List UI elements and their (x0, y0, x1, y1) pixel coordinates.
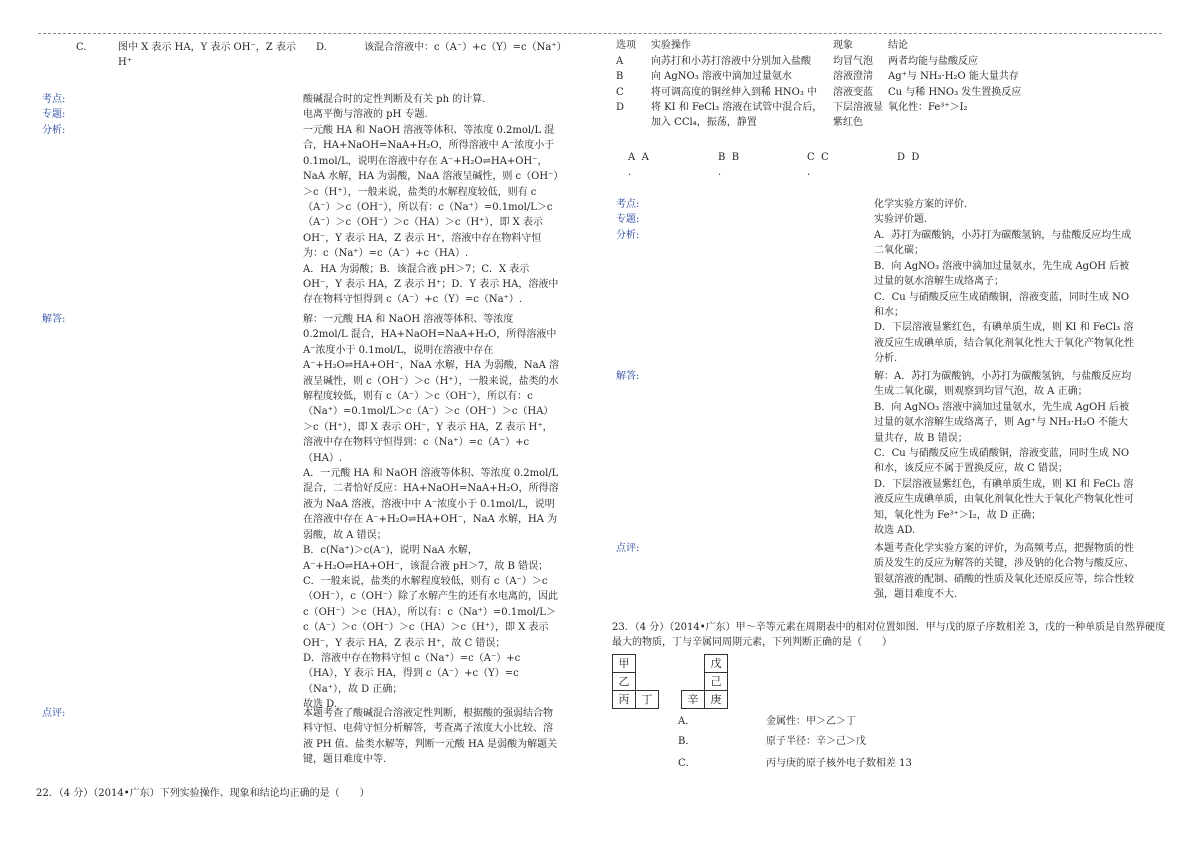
kaodian-text-right: 化学实验方案的评价. (874, 199, 968, 210)
fenxi-label-right: 分析: (616, 230, 640, 241)
choice-b-text: 原子半径：辛＞己＞戊 (766, 736, 866, 747)
table-header-option: 选项 (616, 40, 636, 51)
grid-cell (659, 691, 682, 709)
answer-option-b (718, 150, 739, 181)
option-c-text: 图中 X 表示 HA，Y 表示 OH⁻，Z 表示 H⁺ (118, 42, 300, 69)
table-row-d-conclusion: 氧化性：Fe³⁺＞I₂ (888, 102, 968, 113)
table-row-b-option: B (616, 71, 624, 82)
grid-cell (659, 673, 682, 691)
choice-c-letter: C． (678, 758, 696, 769)
fenxi-label: 分析: (42, 125, 66, 136)
table-row-a-conclusion: 两者均能与盐酸反应 (888, 56, 978, 67)
grid-cell (682, 655, 705, 673)
option-c-label: C. (76, 42, 87, 53)
answer-option-letter: B (718, 152, 726, 163)
zhuanti-label: 专题: (42, 109, 66, 120)
table-row-a-operation: 向苏打和小苏打溶液中分别加入盐酸 (651, 56, 811, 67)
option-d-label: D. (316, 42, 327, 53)
answer-option-letter: A (628, 152, 636, 163)
answer-option-letter: D (897, 152, 906, 163)
kaodian-text: 酸碱混合时的定性判断及有关 ph 的计算. (303, 94, 486, 105)
table-row-b-phenomenon: 溶液澄清 (833, 71, 873, 82)
fenxi-text-right: A．苏打为碳酸钠，小苏打为碳酸氢钠，与盐酸反应均生成二氧化碳； B．向 AgNO₃ 溶液中滴加过量氨水，先生成 AgOH 后被过量的氨水溶解生成络离子； C．Cu 与硝酸反应生成硝酸铜，溶液变蓝，同时生成 NO 和水； D．下层溶液显紫红色，有碘单质生成，则 KI 和 FeCl₃ 溶液反应生成碘单质，结合氧化剂氧化性大于氧化产物氧化性分析. (874, 230, 1134, 365)
grid-cell-jia: 甲 (613, 655, 636, 673)
table-row-c-phenomenon: 溶液变蓝 (833, 87, 873, 98)
table-row-d-operation: 将 KI 和 FeCl₃ 溶液在试管中混合后，加入 CCl₄，振荡，静置 (651, 102, 823, 129)
table-row-c-option: C (616, 87, 624, 98)
jieda-label: 解答: (42, 314, 66, 325)
zhuanti-label-right: 专题: (616, 214, 640, 225)
answer-option-text: D (911, 152, 920, 163)
answer-option-dot: . (807, 167, 811, 179)
grid-cell (636, 673, 659, 691)
option-d-text: 该混合溶液中：c（A⁻）+c（Y）=c（Na⁺） (364, 42, 567, 53)
grid-cell (682, 673, 705, 691)
table-row-a-option: A (616, 56, 624, 67)
grid-cell-geng: 庚 (705, 691, 728, 709)
answer-option-letter: C (807, 152, 815, 163)
table-row-c-conclusion: Cu 与稀 HNO₃ 发生置换反应 (888, 87, 1022, 98)
grid-cell-wu: 戊 (705, 655, 728, 673)
zhuanti-text-right: 实验评价题. (874, 214, 928, 225)
zhuanti-text: 电离平衡与溶液的 pH 专题. (303, 109, 428, 120)
table-row-a-phenomenon: 均冒气泡 (833, 56, 873, 67)
table-row-d-phenomenon: 下层溶液显紫红色 (833, 102, 883, 129)
choice-b-letter: B． (678, 736, 696, 747)
fenxi-text: 一元酸 HA 和 NaOH 溶液等体积、等浓度 0.2mol/L 混合，HA+NaOH=NaA+H₂O，所得溶液中 A⁻浓度小于 0.1mol/L，说明在溶液中存在 A⁻+H₂O⇌HA+OH⁻，NaA 水解，HA 为弱酸，NaA 溶液呈碱性，则 c（OH⁻）＞c（H⁺），一般来说，盐类的水解程度较低，则有 c（A⁻）＞c（OH⁻），所以有：c（Na⁺）=0.1mol/L＞c（A⁻）＞c（OH⁻）＞c（HA）＞c（H⁺），即 X 表示 OH⁻，Y 表示 HA，Z 表示 H⁺，溶液中存在物料守恒为：c（Na⁺）=c（A⁻）+c（HA）. A．HA 为弱酸；B．该混合液 pH＞7；C．X 表示 OH⁻，Y 表示 HA，Z 表示 H⁺；D．Y 表示 HA，溶液中存在物料守恒得到 c（A⁻）+c（Y）=c（Na⁺）. (303, 125, 559, 306)
grid-cell-bing: 丙 (613, 691, 636, 709)
grid-cell-ji: 己 (705, 673, 728, 691)
table-header-phenomenon: 现象 (833, 40, 853, 51)
grid-cell (636, 655, 659, 673)
grid-cell-yi: 乙 (613, 673, 636, 691)
table-row-c-operation: 将可调高度的铜丝伸入到稀 HNO₃ 中 (651, 87, 818, 98)
dianping-label-right: 点评: (616, 543, 640, 554)
question-22: 22．（4 分）（2014•广东）下列实验操作、现象和结论均正确的是（ ） (36, 788, 370, 799)
answer-option-d (897, 150, 919, 165)
table-row-b-operation: 向 AgNO₃ 溶液中滴加过量氨水 (651, 71, 792, 82)
table-row-d-option: D (616, 102, 625, 113)
choice-a-text: 金属性：甲＞乙＞丁 (766, 716, 856, 727)
dianping-text: 本题考查了酸碱混合溶液定性判断，根据酸的强弱结合物料守恒、电荷守恒分析解答，考查离子浓度大小比较、溶液 PH 值、盐类水解等，判断一元酸 HA 是弱酸为解题关键，题目难度中等. (303, 708, 558, 766)
question-23: 23．（4 分）（2014•广东）甲～辛等元素在周期表中的相对位置如图．甲与戊的原子序数相差 3，戊的一种单质是自然界硬度最大的物质，丁与辛属同周期元素，下列判断正确的是（ ） (612, 622, 1166, 649)
dianping-text-right: 本题考查化学实验方案的评价，为高频考点，把握物质的性质及发生的反应为解答的关键，涉及钠的化合物与酸反应、银氨溶液的配制、硝酸的性质及氧化还原反应等，综合性较强，题目难度不大. (874, 543, 1134, 601)
top-divider (38, 33, 1162, 34)
jieda-label-right: 解答: (616, 371, 640, 382)
answer-option-dot: . (718, 167, 722, 179)
kaodian-label-right: 考点: (616, 199, 640, 210)
answer-option-c (807, 150, 829, 181)
dianping-label: 点评: (42, 708, 66, 719)
jieda-text-right: 解：A．苏打为碳酸钠，小苏打为碳酸氢钠，与盐酸反应均生成二氧化碳，则观察到均冒气泡，故 A 正确； B．向 AgNO₃ 溶液中滴加过量氨水，先生成 AgOH 后被过量的氨水溶解生成络离子，则 Ag⁺与 NH₃·H₂O 不能大量共存，故 B 错误； C．Cu 与硝酸反应生成硝酸铜，溶液变蓝，同时生成 NO 和水，该反应不属于置换反应，故 C 错误； D．下层溶液显紫红色，有碘单质生成，则 KI 和 FeCl₃ 溶液反应生成碘单质，由氧化剂氧化性大于氧化产物氧化性可知，氧化性为 Fe³⁺＞I₂，故 D 正确； 故选 AD. (874, 371, 1134, 537)
choice-a-letter: A． (678, 716, 696, 727)
grid-cell-xin: 辛 (682, 691, 705, 709)
experiment-table (616, 38, 1036, 132)
answer-option-a (628, 150, 649, 181)
grid-cell-ding: 丁 (636, 691, 659, 709)
answer-option-text: A (641, 152, 649, 163)
table-header-conclusion: 结论 (888, 40, 908, 51)
choice-c-text: 丙与庚的原子核外电子数相差 13 (766, 758, 912, 769)
table-row-b-conclusion: Ag⁺与 NH₃·H₂O 能大量共存 (888, 71, 1019, 82)
answer-option-dot: . (628, 167, 632, 179)
table-header-operation: 实验操作 (651, 40, 691, 51)
grid-cell (659, 655, 682, 673)
answer-option-text: B (731, 152, 740, 163)
kaodian-label: 考点: (42, 94, 66, 105)
periodic-table-grid (612, 654, 728, 709)
answer-option-text: C (821, 152, 829, 163)
jieda-text: 解：一元酸 HA 和 NaOH 溶液等体积、等浓度 0.2mol/L 混合，HA+NaOH=NaA+H₂O，所得溶液中 A⁻浓度小于 0.1mol/L，说明在溶液中存在 A⁻+H₂O⇌HA+OH⁻，NaA 水解，HA 为弱酸，NaA 溶液呈碱性，则 c（OH⁻）＞c（H⁺），一般来说，盐类的水解程度较低，则有 c（A⁻）＞c（OH⁻），所以有：c（Na⁺）=0.1mol/L＞c（A⁻）＞c（OH⁻）＞c（HA）＞c（H⁺），即 X 表示 OH⁻，Y 表示 HA，Z 表示 H⁺，溶液中存在物料守恒得到：c（Na⁺）=c（A⁻）+c（HA）. A．一元酸 HA 和 NaOH 溶液等体积、等浓度 0.2mol/L 混合，二者恰好反应：HA+NaOH=NaA+H₂O，所得溶液为 NaA 溶液，溶液中中 A⁻浓度小于 0.1mol/L，说明在溶液中存在 A⁻+H₂O⇌HA+OH⁻，NaA 水解，HA 为弱酸，故 A 错误； B．c(Na⁺)＞c(A⁻)，说明 NaA 水解，A⁻+H₂O⇌HA+OH⁻，该混合液 pH＞7，故 B 错误； C．一般来说，盐类的水解程度较低，则有 c（A⁻）＞c（OH⁻），c（OH⁻）除了水解产生的还有水电离的，因此 c（OH⁻）＞c（HA），所以有：c（Na⁺）=0.1mol/L＞c（A⁻）＞c（OH⁻）＞c（HA）＞c（H⁺），即 X 表示 OH⁻，Y 表示 HA，Z 表示 H⁺，故 C 错误； D．溶液中存在物料守恒 c（Na⁺）=c（A⁻）+c（HA），Y 表示 HA，得到 c（A⁻）+c（Y）=c（Na⁺），故 D 正确； 故选 D. (303, 314, 560, 711)
